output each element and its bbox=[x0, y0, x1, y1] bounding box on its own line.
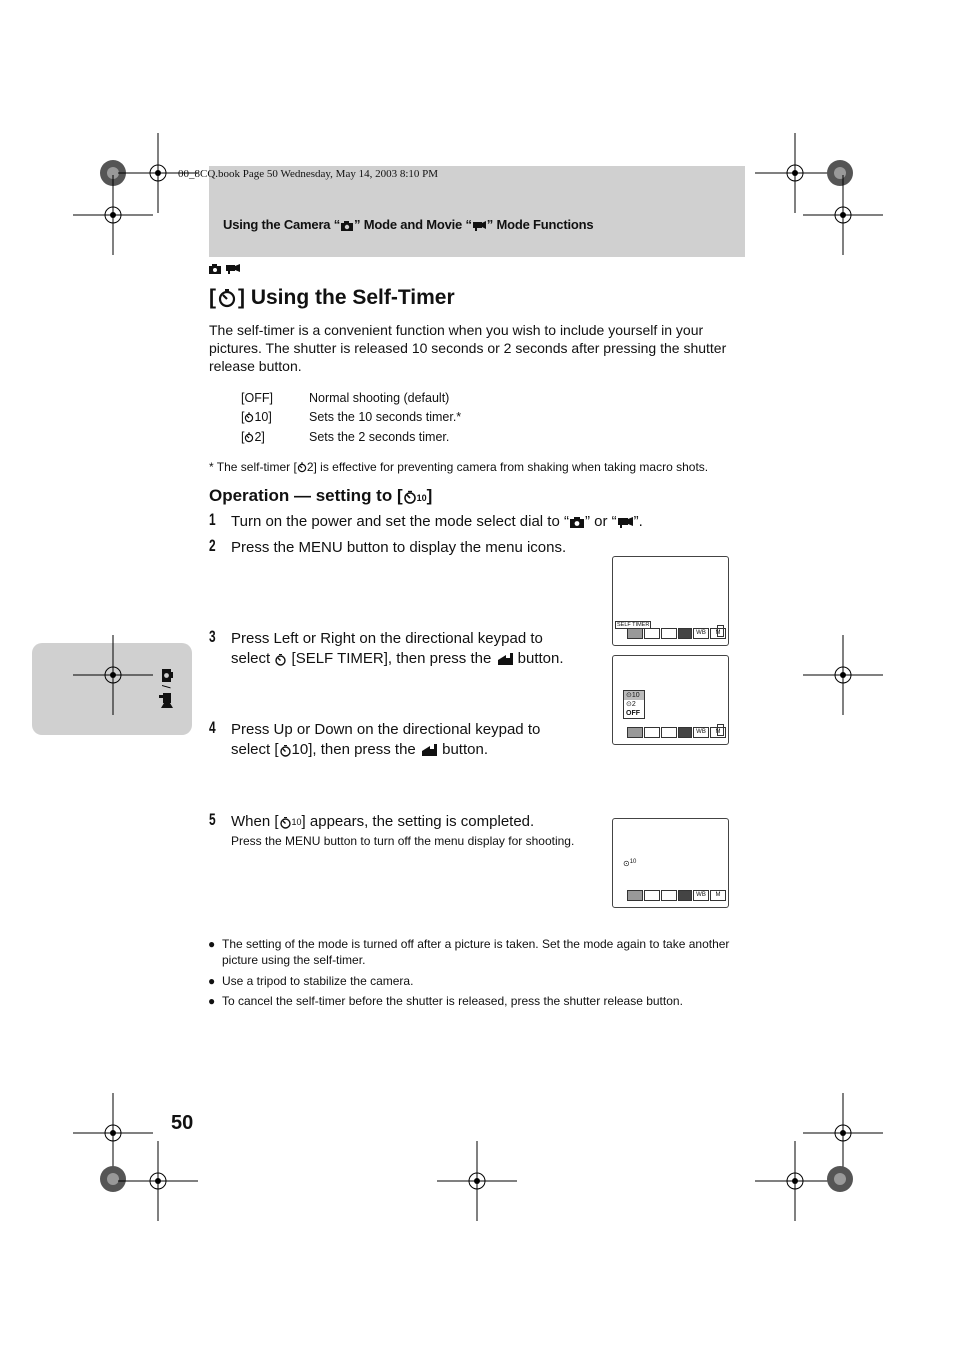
step-note: Press the MENU button to turn off the menu display for shooting. bbox=[231, 834, 575, 848]
menu-icon-bar bbox=[627, 890, 726, 900]
flash-menu-icon bbox=[644, 628, 660, 639]
bullet-item: ● Use a tripod to stabilize the camera. bbox=[208, 974, 414, 988]
wb-menu-icon: WB bbox=[693, 890, 709, 901]
option-value: Sets the 10 seconds timer.* bbox=[309, 410, 462, 424]
option-2: ⊙2 bbox=[626, 701, 636, 708]
m-menu-icon: M bbox=[710, 890, 726, 901]
crosshair-mark bbox=[803, 175, 883, 255]
self-timer-icon bbox=[297, 462, 307, 473]
registration-mark bbox=[800, 1139, 880, 1219]
page-title: [ ] Using the Self-Timer bbox=[209, 286, 455, 309]
mode-icons bbox=[208, 263, 242, 275]
step-text: Press Left or Right on the directional keypad to select [SELF TIMER], then press the button. bbox=[231, 630, 564, 667]
self-timer-icon bbox=[244, 432, 254, 443]
header-text-b: ” Mode and Movie “ bbox=[354, 217, 472, 232]
wb-menu-icon: WB bbox=[693, 628, 709, 639]
step-number: 4 bbox=[209, 718, 216, 737]
step-text: Press Up or Down on the directional keypad to select [ 10], then press the button. bbox=[231, 721, 541, 758]
self-timer-menu-icon bbox=[627, 727, 643, 738]
footnote: * The self-timer [ 2] is effective for preventing camera from shaking when taking macro shots. bbox=[209, 460, 709, 474]
option-off: OFF bbox=[626, 710, 640, 717]
self-timer-icon bbox=[244, 412, 254, 423]
enter-icon bbox=[496, 652, 514, 666]
timer-options-list bbox=[623, 690, 645, 719]
menu-icon-bar bbox=[627, 628, 726, 638]
self-timer-label: SELF TIMER bbox=[617, 622, 650, 628]
bullet-dot: ● bbox=[208, 974, 216, 988]
self-timer-icon bbox=[279, 744, 292, 757]
self-timer-icon bbox=[274, 653, 287, 666]
lcd-screen-submenu bbox=[612, 655, 729, 745]
movie-icon bbox=[617, 516, 634, 528]
option-key: [ 10] bbox=[241, 410, 272, 424]
header-text-a: Using the Camera “ bbox=[223, 217, 341, 232]
step-number: 1 bbox=[209, 510, 216, 529]
lcd-screen-menu bbox=[612, 556, 729, 646]
step-text: Press the MENU button to display the menu icons. bbox=[231, 539, 567, 556]
battery-icon bbox=[717, 724, 724, 736]
crosshair-mark bbox=[73, 635, 153, 715]
bullet-dot: ● bbox=[208, 937, 216, 951]
movie-icon bbox=[472, 220, 487, 231]
bullet-item: ● To cancel the self-timer before the shutter is released, press the shutter release button. bbox=[208, 994, 683, 1008]
bullet-dot: ● bbox=[208, 994, 216, 1008]
header-text-c: ” Mode Functions bbox=[486, 217, 594, 232]
intro-paragraph: The self-timer is a convenient function when you wish to include yourself in your pictures. The shutter is released 10 seconds or 2 seconds after pressing the shutter release button. bbox=[209, 322, 727, 374]
quality-menu-icon bbox=[678, 890, 692, 901]
wb-menu-icon: WB bbox=[693, 727, 709, 738]
step-number: 2 bbox=[209, 536, 216, 555]
exposure-menu-icon bbox=[661, 727, 677, 738]
quality-menu-icon bbox=[678, 628, 692, 639]
self-timer-menu-icon bbox=[627, 628, 643, 639]
self-timer-indicator: ⊙$^{10}$ bbox=[623, 859, 637, 868]
exposure-menu-icon bbox=[661, 890, 677, 901]
camera-icon bbox=[569, 516, 585, 528]
side-tab-separator: / bbox=[159, 685, 173, 689]
step-text: When [ $^{10}$] appears, the setting is completed. bbox=[231, 813, 535, 830]
self-timer-icon bbox=[279, 816, 292, 829]
menu-icon-bar bbox=[627, 727, 726, 737]
step-text: Turn on the power and set the mode select dial to “ ” or “ ”. bbox=[231, 513, 643, 530]
option-value: Sets the 2 seconds timer. bbox=[309, 430, 450, 444]
book-tag: 00_8CQ.book Page 50 Wednesday, May 14, 2003 8:10 PM bbox=[178, 168, 439, 180]
exposure-menu-icon bbox=[661, 628, 677, 639]
flash-menu-icon bbox=[644, 727, 660, 738]
page-number: 50 bbox=[171, 1112, 194, 1134]
crosshair-mark bbox=[118, 1141, 198, 1221]
option-key: [ 2] bbox=[241, 430, 265, 444]
section-header bbox=[223, 217, 593, 232]
m-menu-icon: M bbox=[710, 727, 726, 738]
crosshair-mark bbox=[437, 1141, 517, 1221]
battery-icon bbox=[717, 625, 724, 637]
step-number: 5 bbox=[209, 810, 216, 829]
crosshair-mark bbox=[73, 175, 153, 255]
step-number: 3 bbox=[209, 627, 216, 646]
option-key: [OFF] bbox=[241, 391, 273, 405]
option-value: Normal shooting (default) bbox=[309, 391, 450, 405]
self-timer-icon bbox=[217, 288, 237, 308]
quality-menu-icon bbox=[678, 727, 692, 738]
self-timer-menu-icon bbox=[627, 890, 643, 901]
enter-icon bbox=[420, 743, 438, 757]
bullet-item: ● The setting of the mode is turned off after a picture is taken. Set the mode again to take another picture using the self-timer. bbox=[208, 937, 730, 967]
side-tab-mode-icons bbox=[152, 663, 174, 713]
crosshair-mark bbox=[803, 635, 883, 715]
option-10: ⊙10 bbox=[624, 691, 644, 700]
lcd-screen-result bbox=[612, 818, 729, 908]
self-timer-icon bbox=[403, 490, 417, 504]
operation-heading: Operation — setting to [ 10] bbox=[209, 486, 433, 505]
m-menu-icon: M bbox=[710, 628, 726, 639]
flash-menu-icon bbox=[644, 890, 660, 901]
camera-icon bbox=[340, 220, 354, 231]
